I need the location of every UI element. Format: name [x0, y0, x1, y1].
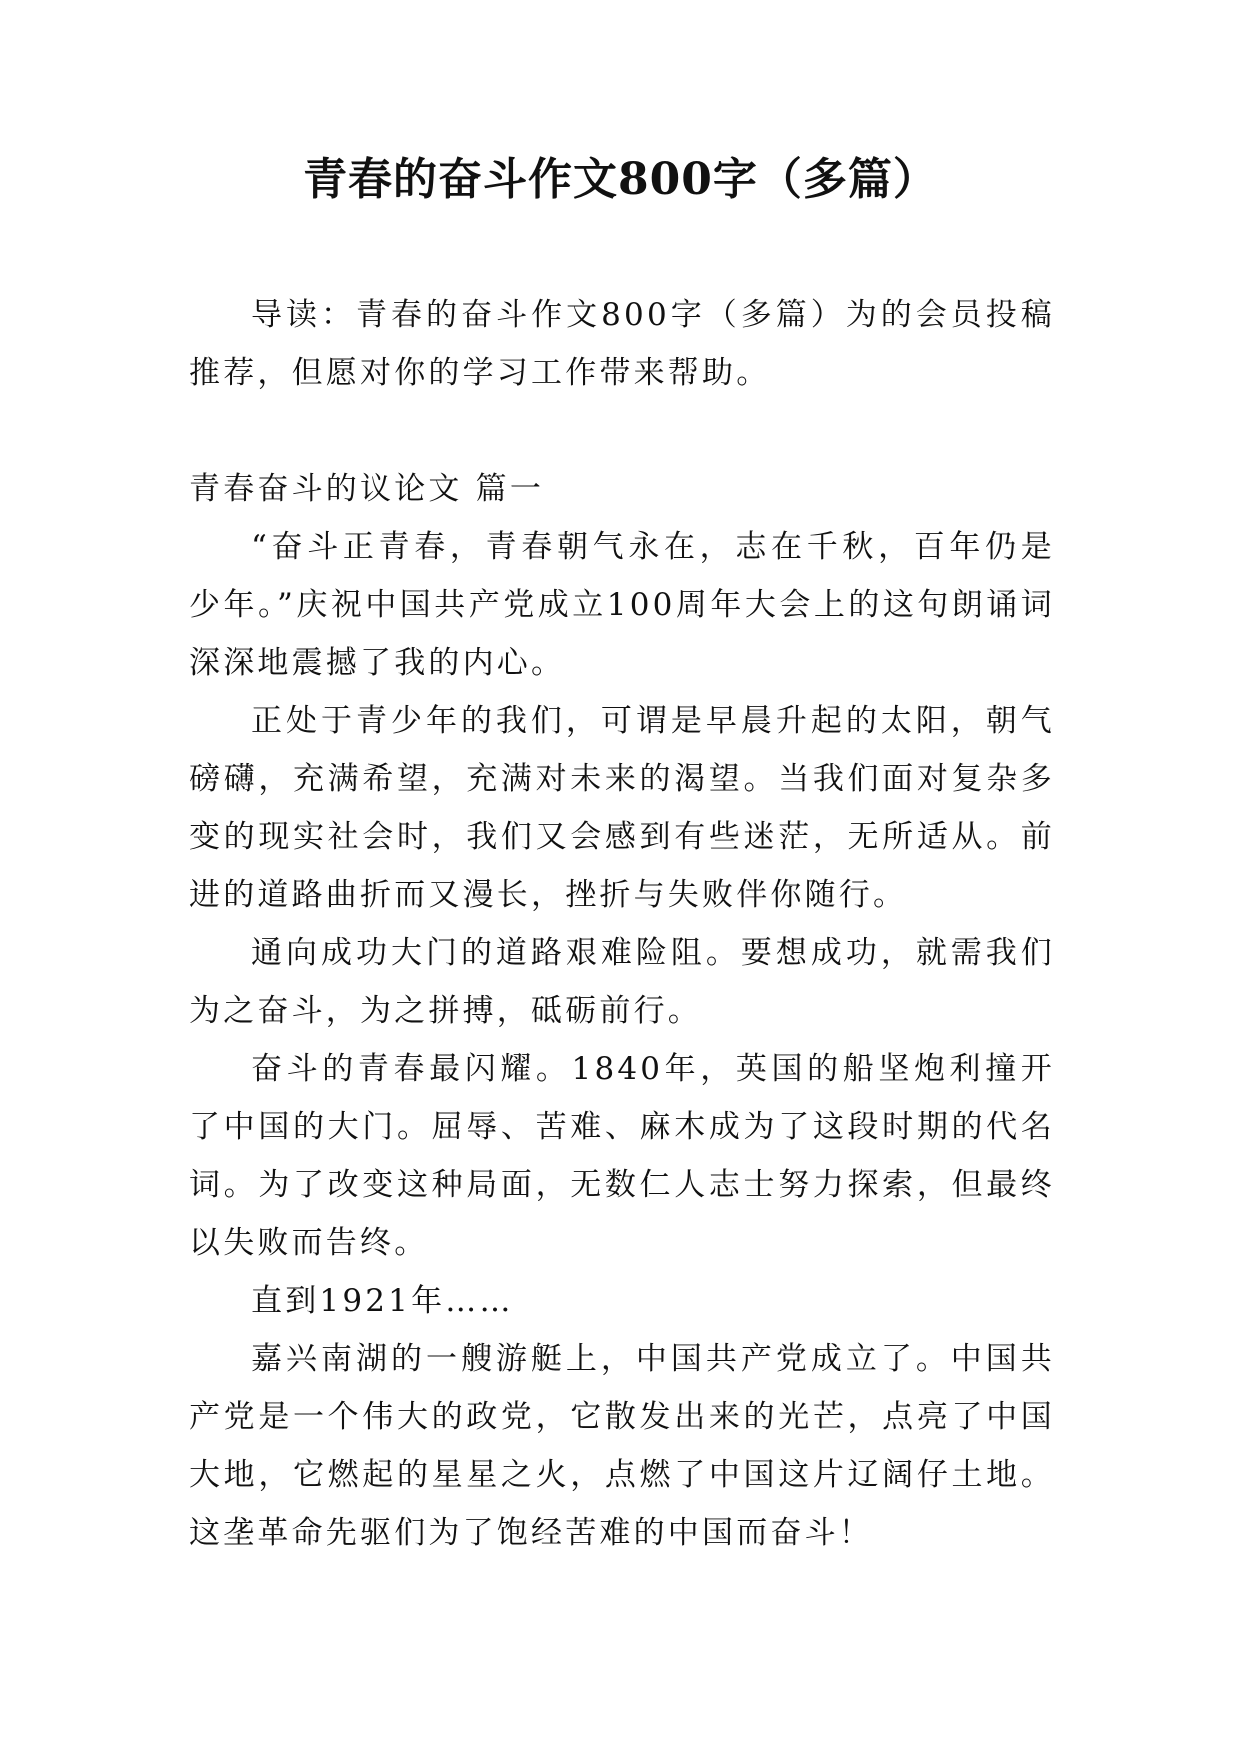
body-paragraph: 嘉兴南湖的一艘游艇上，中国共产党成立了。中国共产党是一个伟大的政党，它散发出来的光芒，点亮了中国大地，它燃起的星星之火，点燃了中国这片辽阔仔土地。这垄革命先驱们为了饱经苦难的中国而奋斗！: [189, 1341, 1055, 1551]
article-body: [189, 518, 1055, 1562]
body-paragraph: “奋斗正青春，青春朝气永在，志在千秋，百年仍是少年。”庆祝中国共产党成立100周年大会上的这句朗诵词深深地震撼了我的内心。: [189, 529, 1055, 681]
document-title: 青春的奋斗作文800字（多篇）: [303, 154, 938, 205]
section-heading: 青春奋斗的议论文 篇一: [189, 471, 545, 507]
body-paragraph: 奋斗的青春最闪耀。1840年，英国的船坚炮利撞开了中国的大门。屈辱、苦难、麻木成为了这段时期的代名词。为了改变这种局面，无数仁人志士努力探索，但最终以失败而告终。: [189, 1051, 1055, 1261]
body-paragraph: 直到1921年……: [251, 1283, 514, 1319]
body-paragraph: 正处于青少年的我们，可谓是早晨升起的太阳，朝气磅礴，充满希望，充满对未来的渴望。当我们面对复杂多变的现实社会时，我们又会感到有些迷茫，无所适从。前进的道路曲折而又漫长，挫折与失败伴你随行。: [189, 703, 1055, 913]
body-paragraph: 通向成功大门的道路艰难险阻。要想成功，就需我们为之奋斗，为之拼搏，砥砺前行。: [189, 935, 1055, 1029]
intro-paragraph: 导读：青春的奋斗作文800字（多篇）为的会员投稿推荐，但愿对你的学习工作带来帮助。: [189, 297, 1055, 391]
